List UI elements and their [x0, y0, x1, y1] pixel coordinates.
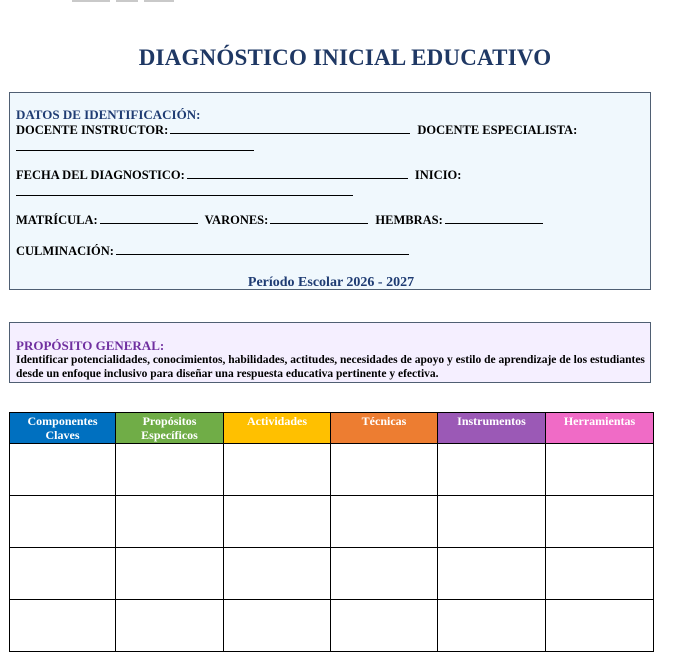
table-row: [10, 444, 654, 496]
table-cell[interactable]: [224, 496, 331, 548]
matricula-label: MATRÍCULA:: [16, 213, 98, 227]
table-cell[interactable]: [331, 600, 438, 652]
top-edge-fragment: [72, 0, 182, 3]
table-cell[interactable]: [116, 496, 224, 548]
table-cell[interactable]: [546, 548, 654, 600]
matricula-row: [16, 212, 547, 228]
fecha-row: [16, 167, 461, 183]
table-cell[interactable]: [438, 444, 546, 496]
column-header-instrumentos: Instrumentos: [438, 413, 546, 444]
table-cell[interactable]: [331, 548, 438, 600]
fecha-field[interactable]: [187, 167, 408, 179]
hembras-label: HEMBRAS:: [375, 213, 443, 227]
table-cell[interactable]: [224, 444, 331, 496]
docente-instructor-field[interactable]: [170, 122, 410, 134]
culminacion-field[interactable]: [116, 243, 409, 255]
varones-field[interactable]: [270, 212, 368, 224]
table-cell[interactable]: [546, 600, 654, 652]
table-cell[interactable]: [546, 444, 654, 496]
column-header-herramientas: Herramientas: [546, 413, 654, 444]
table-cell[interactable]: [224, 548, 331, 600]
identification-box: [9, 92, 651, 290]
table-row: [10, 548, 654, 600]
table-cell[interactable]: [331, 444, 438, 496]
school-period: Período Escolar 2026 - 2027: [247, 275, 415, 290]
table-cell[interactable]: [331, 496, 438, 548]
purpose-box: [9, 322, 651, 383]
table-cell[interactable]: [438, 600, 546, 652]
table-row: [10, 496, 654, 548]
table-cell[interactable]: [116, 444, 224, 496]
purpose-heading: PROPÓSITO GENERAL:: [16, 338, 165, 353]
table-cell[interactable]: [224, 600, 331, 652]
table-cell[interactable]: [10, 444, 116, 496]
inicio-field[interactable]: [16, 195, 353, 196]
purpose-text: Identificar potencialidades, conocimientos, habilidades, actitudes, necesidades de apoyo y estilo de aprendizaje de los estudiantes desde un enfoque inclusivo para diseñar una respuesta educativa pertinente y efectiva.: [16, 354, 645, 380]
table-cell[interactable]: [546, 496, 654, 548]
table-cell[interactable]: [438, 548, 546, 600]
table-cell[interactable]: [10, 496, 116, 548]
column-header-propositos: Propósitos Específicos: [116, 413, 224, 444]
fecha-label: FECHA DEL DIAGNOSTICO:: [16, 168, 185, 182]
docente-especialista-field[interactable]: [16, 150, 254, 151]
column-header-actividades: Actividades: [224, 413, 331, 444]
varones-label: VARONES:: [204, 213, 269, 227]
matricula-field[interactable]: [100, 212, 198, 224]
culminacion-row: [16, 243, 413, 259]
identification-heading: DATOS DE IDENTIFICACIÓN:: [16, 107, 201, 122]
page-title: DIAGNÓSTICO INICIAL EDUCATIVO: [138, 45, 552, 70]
planning-table: [9, 412, 654, 652]
table-cell[interactable]: [10, 600, 116, 652]
table-cell[interactable]: [438, 496, 546, 548]
table-cell[interactable]: [10, 548, 116, 600]
table-header-row: [10, 413, 654, 444]
docente-row: [16, 122, 577, 138]
column-header-tecnicas: Técnicas: [331, 413, 438, 444]
culminacion-label: CULMINACIÓN:: [16, 244, 114, 258]
docente-instructor-label: DOCENTE INSTRUCTOR:: [16, 123, 169, 137]
table-cell[interactable]: [116, 548, 224, 600]
hembras-field[interactable]: [445, 212, 543, 224]
column-header-componentes: Componentes Claves: [10, 413, 116, 444]
inicio-label: INICIO:: [414, 168, 462, 182]
table-cell[interactable]: [116, 600, 224, 652]
table-row: [10, 600, 654, 652]
docente-especialista-label: DOCENTE ESPECIALISTA:: [417, 123, 578, 137]
